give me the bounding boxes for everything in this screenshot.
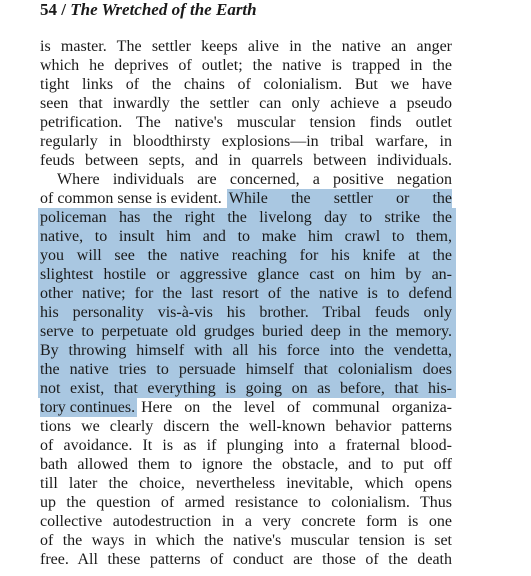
highlighted-line: serve to perpetuate old grudges buried deep in the memory. — [38, 322, 456, 341]
text-line: tight links of the chains of colonialism. But we have — [40, 76, 452, 93]
text-line: of the ways in which the native's muscular tension is set — [40, 532, 452, 549]
highlighted-line: other native; for the last resort of the native is to defend — [38, 284, 456, 303]
text-segment: Here on the level of communal organiza- — [141, 399, 452, 416]
page-number: 54 — [40, 0, 57, 19]
text-line: petrification. The native's muscular tension finds outlet — [40, 114, 452, 131]
text-line-split — [40, 398, 452, 417]
highlighted-line: the native tries to persuade himself that colonialism does — [38, 360, 456, 379]
text-line: seen that inwardly the settler can only achieve a pseudo — [40, 95, 452, 112]
text-line: bath allowed them to ignore the obstacle, and to put off — [40, 456, 452, 473]
text-line: collective autodestruction in a very concrete form is one — [40, 513, 452, 530]
highlighted-line: slightest hostile or aggressive glance cast on him by an- — [38, 265, 456, 284]
text-line-split — [40, 189, 452, 208]
text-line: till later the choice, nevertheless inevitable, which opens — [40, 475, 452, 492]
text-segment: of common sense is evident. — [40, 190, 222, 207]
text-line: tions we clearly discern the well-known behavior patterns — [40, 418, 452, 435]
text-line: regularly in bloodthirsty explosions—in tribal warfare, in — [40, 133, 452, 150]
highlighted-line: policeman has the right the livelong day to strike the — [38, 208, 456, 227]
highlighted-line: his personality vis-à-vis his brother. Tribal feuds only — [38, 303, 456, 322]
highlighted-line: you will see the native reaching for his knife at the — [38, 246, 456, 265]
highlighted-line: By throwing himself with all his force into the vendetta, — [38, 341, 456, 360]
text-line: up the question of armed resistance to colonialism. Thus — [40, 494, 452, 511]
text-line: Where individuals are concerned, a positive negation — [57, 171, 452, 188]
text-line: is master. The settler keeps alive in the native an anger — [40, 38, 452, 55]
text-line: which he deprives of outlet; the native is trapped in the — [40, 57, 452, 74]
body-text — [40, 37, 452, 569]
text-line: feuds between septs, and in quarrels between individuals. — [40, 152, 452, 169]
highlighted-segment: While the settler or the — [227, 189, 452, 208]
book-title: The Wretched of the Earth — [70, 0, 257, 19]
header-separator: / — [61, 0, 66, 19]
text-line: of avoidance. It is as if plunging into a fraternal blood- — [40, 437, 452, 454]
highlighted-line: native, to insult him and to make him crawl to them, — [38, 227, 456, 246]
running-header — [40, 0, 257, 20]
highlighted-segment: tory continues. — [40, 399, 136, 416]
text-line: free. All these patterns of conduct are those of the death — [40, 551, 452, 568]
highlighted-line: not exist, that everything is going on as before, that his- — [38, 379, 456, 398]
